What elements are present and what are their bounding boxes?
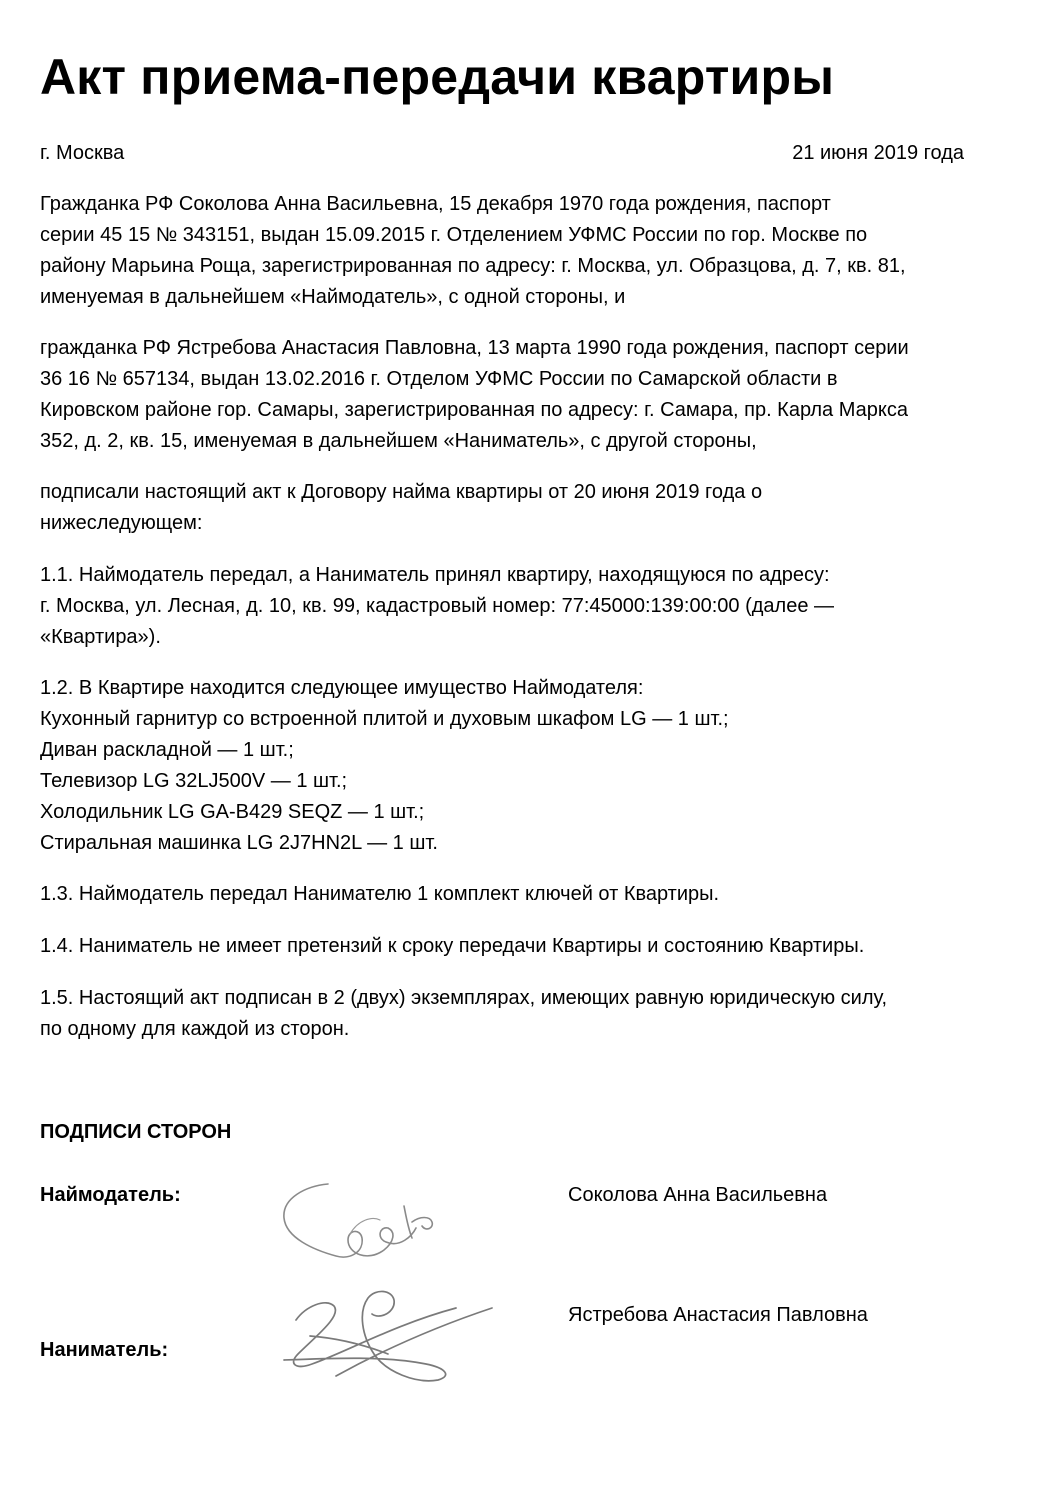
landlord-label: Наймодатель: <box>40 1184 181 1206</box>
party-2-line: 36 16 № 657134, выдан 13.02.2016 г. Отделом УФМС России по Самарской области в <box>40 368 838 390</box>
party-1-line: серии 45 15 № 343151, выдан 15.09.2015 г. Отделением УФМС России по гор. Москве по <box>40 224 868 246</box>
document-title: Акт приема-передачи квартиры <box>40 49 835 105</box>
party-2-line: 352, д. 2, кв. 15, именуемая в дальнейшем «Наниматель», с другой стороны, <box>40 430 757 452</box>
clause-line: г. Москва, ул. Лесная, д. 10, кв. 99, кадастровый номер: 77:45000:139:00:00 (далее — <box>40 595 835 617</box>
party-2-line: гражданка РФ Ястребова Анастасия Павловна, 13 марта 1990 года рождения, паспорт серии <box>40 337 909 359</box>
property-item: Кухонный гарнитур со встроенной плитой и духовым шкафом LG — 1 шт.; <box>40 708 729 730</box>
landlord-name: Соколова Анна Васильевна <box>568 1184 828 1206</box>
party-1-line: именуемая в дальнейшем «Наймодатель», с одной стороны, и <box>40 286 626 308</box>
intro-line: подписали настоящий акт к Договору найма квартиры от 20 июня 2019 года о <box>40 481 763 503</box>
property-item: Диван раскладной — 1 шт.; <box>40 739 294 761</box>
tenant-signature <box>276 1284 506 1394</box>
clause-1-4: 1.4. Наниматель не имеет претензий к сроку передачи Квартиры и состоянию Квартиры. <box>40 935 865 957</box>
signatures-heading: ПОДПИСИ СТОРОН <box>40 1121 232 1143</box>
property-item: Стиральная машинка LG 2J7HN2L — 1 шт. <box>40 832 438 854</box>
intro-line: нижеследующем: <box>40 512 203 534</box>
tenant-name: Ястребова Анастасия Павловна <box>568 1304 868 1326</box>
city: г. Москва <box>40 142 125 164</box>
property-item: Холодильник LG GA-B429 SEQZ — 1 шт.; <box>40 801 425 823</box>
clause-line: 1.1. Наймодатель передал, а Наниматель принял квартиру, находящуюся по адресу: <box>40 564 830 586</box>
clause-line: 1.2. В Квартире находится следующее имущество Наймодателя: <box>40 677 644 699</box>
party-2-line: Кировском районе гор. Самары, зарегистрированная по адресу: г. Самара, пр. Карла Маркса <box>40 399 908 421</box>
landlord-signature <box>276 1176 486 1276</box>
clause-line: «Квартира»). <box>40 626 161 648</box>
clause-line: по одному для каждой из сторон. <box>40 1018 350 1040</box>
document-date: 21 июня 2019 года <box>792 142 964 164</box>
clause-1-3: 1.3. Наймодатель передал Нанимателю 1 комплект ключей от Квартиры. <box>40 883 720 905</box>
party-1-line: Гражданка РФ Соколова Анна Васильевна, 15 декабря 1970 года рождения, паспорт <box>40 193 831 215</box>
tenant-label: Наниматель: <box>40 1339 169 1361</box>
party-1-line: району Марьина Роща, зарегистрированная по адресу: г. Москва, ул. Образцова, д. 7, кв. 81, <box>40 255 906 277</box>
clause-line: 1.5. Настоящий акт подписан в 2 (двух) экземплярах, имеющих равную юридическую силу, <box>40 987 888 1009</box>
property-item: Телевизор LG 32LJ500V — 1 шт.; <box>40 770 348 792</box>
